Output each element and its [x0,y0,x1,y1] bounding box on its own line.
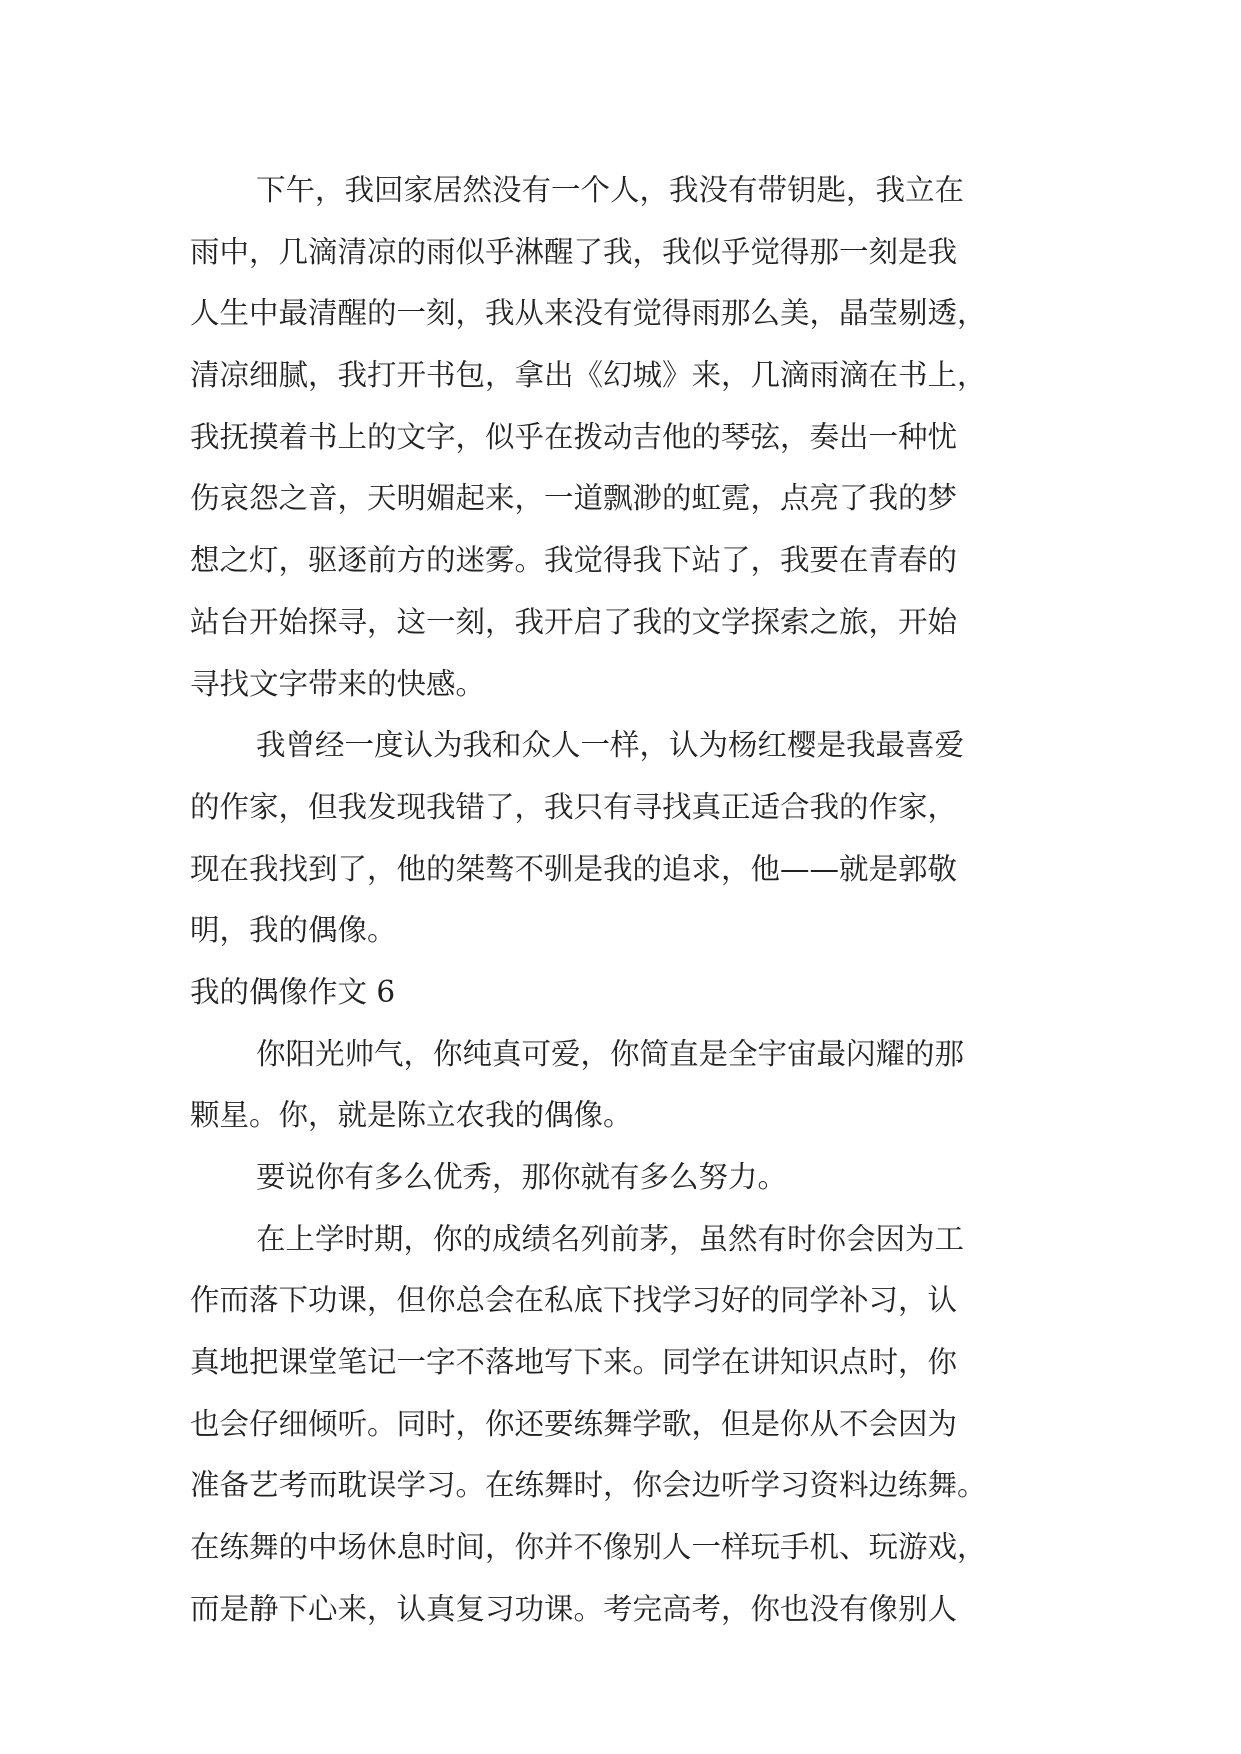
document-page [190,160,1050,1641]
text-line: 而是静下心来，认真复习功课。考完高考，你也没有像别人 [190,1591,958,1626]
text-line: 伤哀怨之音，天明媚起来，一道飘渺的虹霓，点亮了我的梦 [190,481,958,516]
text-line: 在练舞的中场休息时间，你并不像别人一样玩手机、玩游戏， [190,1530,987,1565]
text-line: 颗星。你，就是陈立农我的偶像。 [190,1098,633,1133]
text-line: 也会仔细倾听。同时，你还要练舞学歌，但是你从不会因为 [190,1406,958,1441]
text-line: 现在我找到了，他的桀骜不驯是我的追求，他——就是郭敬 [190,851,958,886]
text-line: 人生中最清醒的一刻，我从来没有觉得雨那么美，晶莹剔透， [190,296,987,331]
text-line: 要说你有多么优秀，那你就有多么努力。 [256,1160,788,1194]
text-line: 站台开始探寻，这一刻，我开启了我的文学探索之旅，开始 [190,604,958,639]
section-heading: 我的偶像作文 6 [190,974,396,1009]
text-line: 明，我的偶像。 [190,913,397,948]
text-line: 我抚摸着书上的文字，似乎在拨动吉他的琴弦，奏出一种忧 [190,419,958,454]
text-line: 你阳光帅气，你纯真可爱，你简直是全宇宙最闪耀的那 [256,1036,965,1071]
text-line: 的作家，但我发现我错了，我只有寻找真正适合我的作家， [190,789,958,824]
text-line: 在上学时期，你的成绩名列前茅，虽然有时你会因为工 [256,1221,965,1256]
text-line: 雨中，几滴清凉的雨似乎淋醒了我，我似乎觉得那一刻是我 [190,234,958,269]
text-line: 清凉细腻，我打开书包，拿出《幻城》来，几滴雨滴在书上， [190,358,987,393]
text-line: 准备艺考而耽误学习。在练舞时，你会边听学习资料边练舞。 [190,1468,987,1503]
text-line: 作而落下功课，但你总会在私底下找学习好的同学补习，认 [190,1283,958,1318]
text-line: 想之灯，驱逐前方的迷雾。我觉得我下站了，我要在青春的 [190,543,958,578]
text-line: 下午，我回家居然没有一个人，我没有带钥匙，我立在 [256,173,965,207]
text-line: 寻找文字带来的快感。 [190,666,486,701]
text-line: 我曾经一度认为我和众人一样，认为杨红樱是我最喜爱 [256,728,965,763]
text-line: 真地把课堂笔记一字不落地写下来。同学在讲知识点时，你 [190,1345,958,1380]
